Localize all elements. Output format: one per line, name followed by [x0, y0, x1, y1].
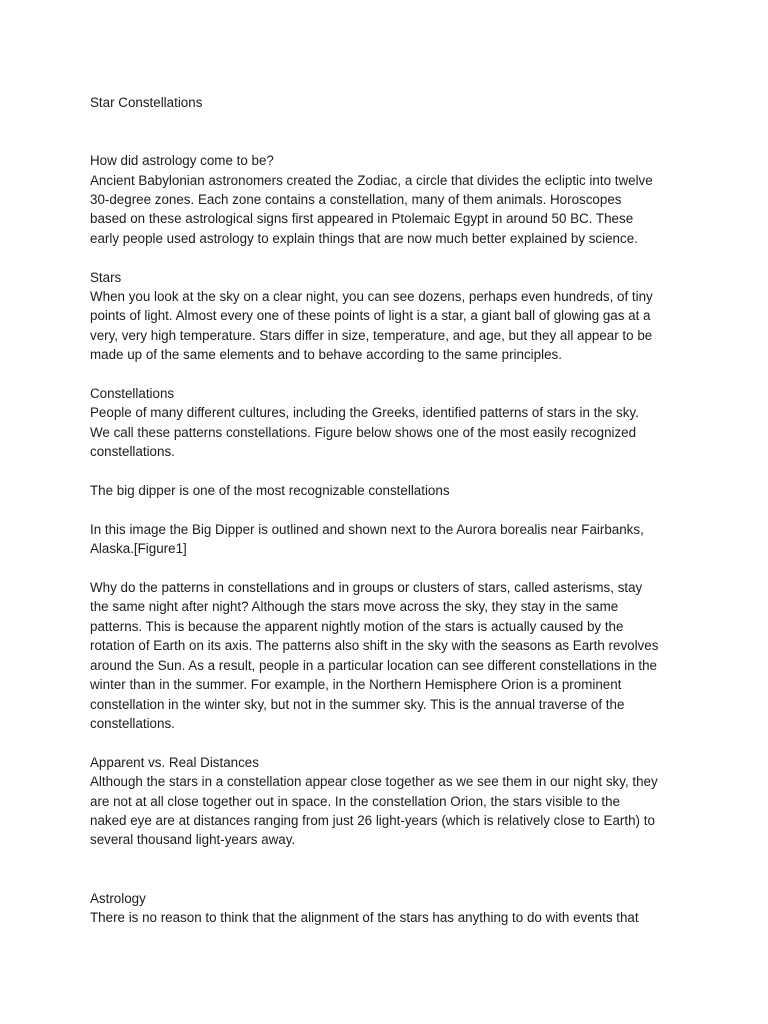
- figure-description: [90, 520, 680, 559]
- paragraph-line: constellations.: [90, 444, 175, 460]
- figure-caption: The big dipper is one of the most recognizable constellations: [90, 483, 450, 499]
- section-distances: [90, 753, 680, 850]
- paragraph-line: naked eye are at distances ranging from just 26 light-years (which is relatively close to Earth) to: [90, 812, 655, 828]
- paragraph-line: winter than in the summer. For example, in the Northern Hemisphere Orion is a prominent: [90, 677, 622, 693]
- section-heading: Stars: [90, 269, 122, 285]
- paragraph-line: points of light. Almost every one of these points of light is a star, a giant ball of glowing gas at a: [90, 308, 651, 324]
- spacer: [90, 500, 680, 519]
- paragraph-line: Alaska.[Figure1]: [90, 541, 187, 557]
- section-heading: Apparent vs. Real Distances: [90, 754, 259, 770]
- paragraph-line: constellation in the winter sky, but not in the summer sky. This is the annual traverse of the: [90, 696, 625, 712]
- section-stars: [90, 268, 680, 365]
- section-heading: Constellations: [90, 386, 175, 402]
- spacer: [90, 733, 680, 752]
- paragraph-line: early people used astrology to explain things that are now much better explained by science.: [90, 230, 638, 246]
- section-patterns: [90, 578, 680, 733]
- spacer: [90, 559, 680, 578]
- spacer: [90, 850, 680, 889]
- paragraph-line: Ancient Babylonian astronomers created the Zodiac, a circle that divides the ecliptic into twelve: [90, 172, 653, 188]
- paragraph-line: very, very high temperature. Stars differ in size, temperature, and age, but they all appear to be: [90, 327, 653, 343]
- paragraph-line: When you look at the sky on a clear night, you can see dozens, perhaps even hundreds, of tiny: [90, 289, 653, 305]
- section-astrology: [90, 889, 680, 928]
- spacer: [90, 112, 680, 151]
- paragraph-line: Although the stars in a constellation appear close together as we see them in our night sky, they: [90, 774, 658, 790]
- paragraph-line: Why do the patterns in constellations and in groups or clusters of stars, called asterisms, stay: [90, 580, 643, 596]
- paragraph-line: based on these astrological signs first appeared in Ptolemaic Egypt in around 50 BC. These: [90, 211, 634, 227]
- section-astrology-origin: [90, 151, 680, 248]
- paragraph-line: rotation of Earth on its axis. The patterns also shift in the sky with the seasons as Earth revolves: [90, 638, 659, 654]
- paragraph-line: constellations.: [90, 715, 175, 731]
- spacer: [90, 248, 680, 267]
- paragraph-line: made up of the same elements and to behave according to the same principles.: [90, 347, 562, 363]
- section-heading: Astrology: [90, 890, 146, 906]
- document-title: Star Constellations: [90, 95, 203, 110]
- paragraph-line: We call these patterns constellations. Figure below shows one of the most easily recognized: [90, 424, 637, 440]
- spacer: [90, 365, 680, 384]
- paragraph-line: People of many different cultures, including the Greeks, identified patterns of stars in the sky.: [90, 405, 639, 421]
- paragraph-line: around the Sun. As a result, people in a particular location can see different constellations in the: [90, 657, 657, 673]
- spacer: [90, 462, 680, 481]
- paragraph-line: the same night after night? Although the stars move across the sky, they stay in the same: [90, 599, 619, 615]
- paragraph-line: patterns. This is because the apparent nightly motion of the stars is actually caused by the: [90, 618, 624, 634]
- paragraph-line: are not at all close together out in space. In the constellation Orion, the stars visible to the: [90, 793, 620, 809]
- paragraph-line: In this image the Big Dipper is outlined and shown next to the Aurora borealis near Fairbanks,: [90, 521, 644, 537]
- paragraph-line: There is no reason to think that the alignment of the stars has anything to do with events that: [90, 909, 639, 925]
- paragraph-line: several thousand light-years away.: [90, 832, 296, 848]
- section-constellations: [90, 384, 680, 462]
- section-heading: How did astrology come to be?: [90, 153, 274, 169]
- paragraph-line: 30-degree zones. Each zone contains a constellation, many of them animals. Horoscopes: [90, 192, 622, 208]
- document-page: [90, 93, 680, 927]
